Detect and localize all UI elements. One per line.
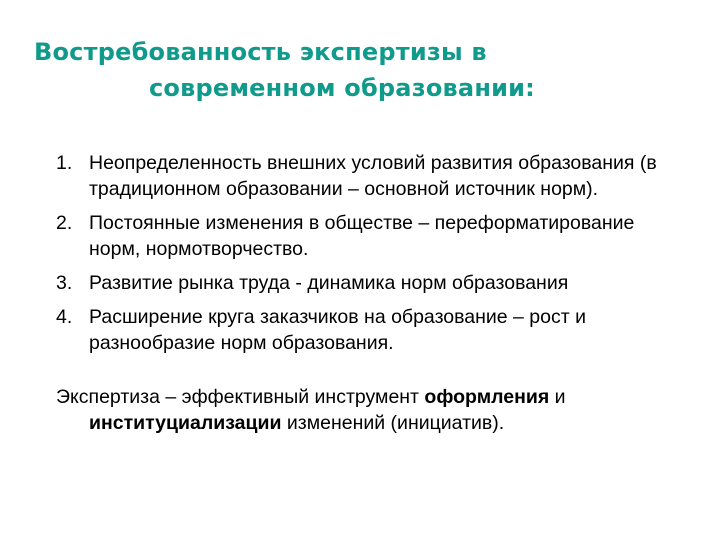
numbered-list bbox=[56, 150, 676, 356]
list-item-number: 3. bbox=[56, 272, 73, 294]
slide-title bbox=[34, 34, 674, 106]
list-item-text: Расширение круга заказчиков на образование – рост и разнообразие норм образования. bbox=[89, 306, 586, 354]
title-line-1: Востребованность экспертизы в bbox=[34, 38, 487, 66]
list-item bbox=[56, 210, 676, 262]
list-item-number: 1. bbox=[56, 152, 73, 174]
list-item-number: 2. bbox=[56, 212, 73, 234]
summary-text-2: и bbox=[549, 386, 566, 408]
list-item bbox=[56, 270, 676, 296]
summary-text-1: Экспертиза – эффективный инструмент bbox=[56, 386, 425, 408]
slide-body bbox=[56, 150, 676, 456]
list-item bbox=[56, 150, 676, 202]
summary-bold-1: оформления bbox=[424, 386, 550, 408]
summary-paragraph bbox=[56, 384, 676, 436]
list-item-text: Постоянные изменения в обществе – переформатирование норм, нормотворчество. bbox=[89, 212, 635, 260]
summary-bold-2: институциализации bbox=[89, 412, 282, 434]
list-item-text: Неопределенность внешних условий развития образования (в традиционном образовании – основной источник норм). bbox=[89, 152, 657, 200]
list-item-number: 4. bbox=[56, 306, 73, 328]
title-line-2: современном образовании: bbox=[149, 74, 535, 102]
summary-text-3: изменений (инициатив). bbox=[281, 412, 505, 434]
list-item bbox=[56, 304, 676, 356]
list-item-text: Развитие рынка труда - динамика норм образования bbox=[89, 272, 569, 294]
